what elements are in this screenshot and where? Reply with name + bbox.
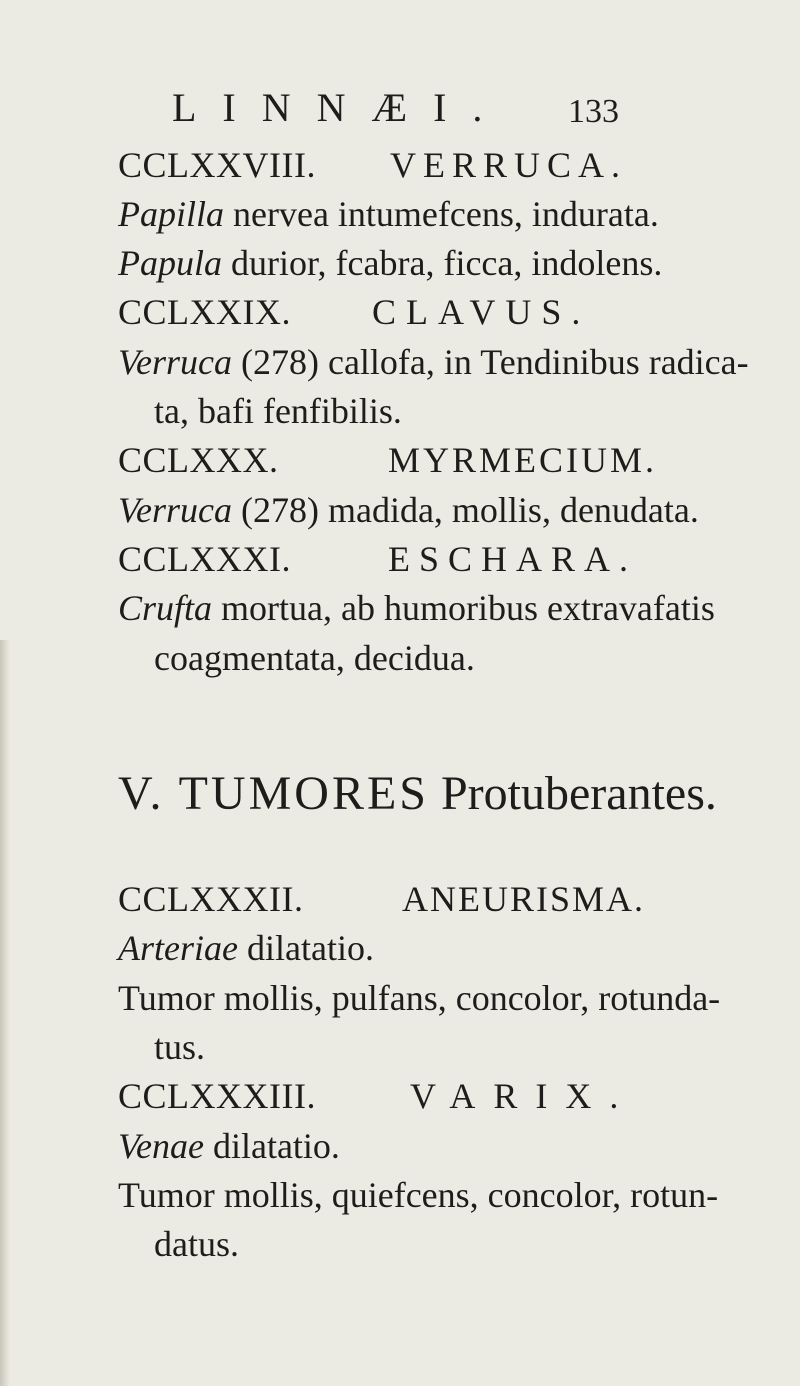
entry-line-text: ta, bafi fenfibilis. bbox=[154, 391, 402, 431]
page-number: 133 bbox=[568, 93, 619, 130]
entry-line bbox=[118, 241, 662, 285]
entry-heading bbox=[118, 537, 637, 581]
entry-number: CCLXXVIII. bbox=[118, 145, 316, 185]
entry-line-italic: Papula bbox=[118, 243, 222, 283]
entry-line bbox=[154, 389, 402, 433]
entry-line-text: (278) callofa, in Tendinibus radica- bbox=[231, 342, 749, 382]
section-title-caps: V. TUMORES bbox=[118, 767, 429, 820]
entry-number: CCLXXXII. bbox=[118, 879, 304, 919]
entry-line-text: Tumor mollis, quiefcens, concolor, rotun- bbox=[118, 1175, 719, 1215]
entry-name: ESCHARA. bbox=[388, 539, 638, 579]
entry-number: CCLXXXI. bbox=[118, 539, 291, 579]
entry-line bbox=[154, 636, 475, 680]
entry-line-italic: Crufta bbox=[118, 588, 213, 628]
entry-line-italic: Venae bbox=[118, 1126, 204, 1166]
entry-line bbox=[154, 1222, 239, 1266]
entry-line-text: dilatatio. bbox=[237, 928, 374, 968]
entry-heading bbox=[118, 143, 627, 187]
entry-line bbox=[118, 926, 374, 970]
entry-heading bbox=[118, 290, 590, 334]
entry-name: VARIX. bbox=[410, 1076, 637, 1116]
entry-line-italic: Verruca bbox=[118, 342, 232, 382]
section-title bbox=[118, 766, 717, 822]
entry-line bbox=[118, 1173, 718, 1217]
entry-name: VERRUCA. bbox=[390, 145, 628, 185]
entry-line-italic: Arteriae bbox=[118, 928, 238, 968]
entry-name: ANEURISMA. bbox=[402, 879, 646, 919]
entry-line-text: datus. bbox=[154, 1224, 239, 1264]
section-title-rest: Protuberantes. bbox=[428, 767, 717, 820]
entry-line-text: dilatatio. bbox=[203, 1126, 340, 1166]
entry-line-text: (278) madida, mollis, denudata. bbox=[231, 490, 699, 530]
entry-line bbox=[118, 192, 659, 236]
entry-number: CCLXXX. bbox=[118, 440, 279, 480]
entry-line bbox=[154, 1025, 205, 1069]
running-title: LINNÆI. bbox=[172, 85, 509, 130]
entry-line-italic: Papilla bbox=[118, 194, 224, 234]
entry-line bbox=[118, 1124, 340, 1168]
entry-number: CCLXXXIII. bbox=[118, 1076, 316, 1116]
page-edge-shadow bbox=[0, 640, 10, 1386]
entry-heading bbox=[118, 877, 645, 921]
entry-heading bbox=[118, 438, 657, 482]
entry-name: MYRMECIUM. bbox=[388, 440, 658, 480]
entry-line bbox=[118, 586, 715, 630]
entry-line-italic: Verruca bbox=[118, 490, 232, 530]
entry-line-text: Tumor mollis, pulfans, concolor, rotunda- bbox=[118, 978, 721, 1018]
entry-line-text: mortua, ab humoribus extravafatis bbox=[212, 588, 715, 628]
entry-line bbox=[118, 488, 699, 532]
entry-line bbox=[118, 976, 720, 1020]
entry-number: CCLXXIX. bbox=[118, 292, 291, 332]
entry-line-text: coagmentata, decidua. bbox=[154, 638, 475, 678]
entry-line-text: durior, fcabra, ficca, indolens. bbox=[222, 243, 663, 283]
entry-line-text: nervea intumefcens, indurata. bbox=[224, 194, 659, 234]
entry-name: CLAVUS. bbox=[372, 292, 591, 332]
entry-line bbox=[118, 340, 749, 384]
entry-heading bbox=[118, 1074, 636, 1118]
entry-line-text: tus. bbox=[154, 1027, 206, 1067]
